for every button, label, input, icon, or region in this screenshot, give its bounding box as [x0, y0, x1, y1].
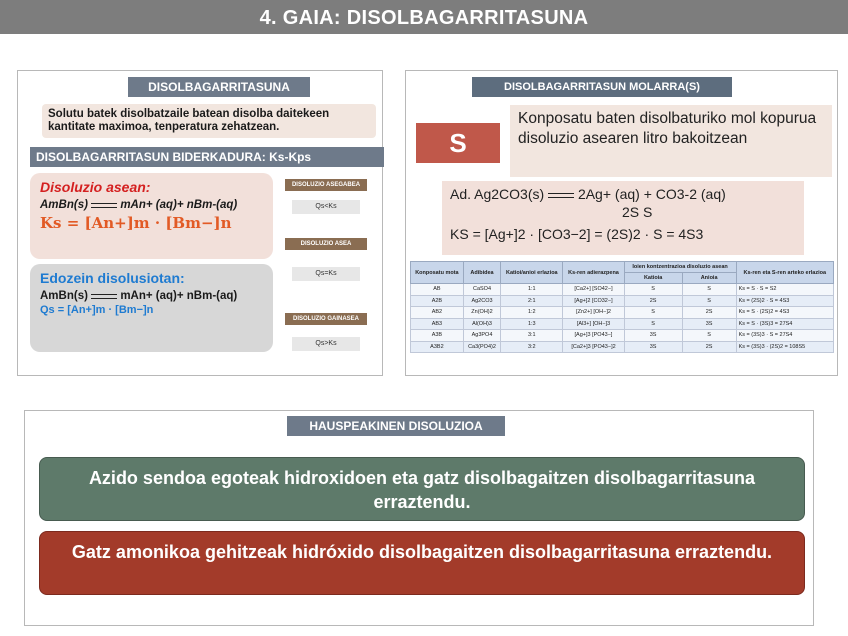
table-cell: AB3 — [411, 318, 464, 330]
table-cell: [Ag+]2 [CO32−] — [563, 295, 624, 307]
unsaturated-tag: DISOLUZIO ASEGABEA — [285, 179, 367, 191]
supersaturated-value: Qs>Ks — [292, 337, 360, 351]
table-cell: Ca3(PO4)2 — [463, 341, 500, 353]
table-cell: S — [682, 330, 736, 342]
table-cell: 2S — [624, 295, 682, 307]
solubility-panel — [17, 70, 383, 376]
table-cell: S — [682, 284, 736, 296]
table-cell: Ks = S · S = S2 — [736, 284, 833, 296]
table-cell: Ag3PO4 — [463, 330, 500, 342]
table-cell: 3:2 — [501, 341, 563, 353]
solubility-relations-table — [410, 261, 834, 353]
table-cell: 1:2 — [501, 307, 563, 319]
table-cell: 1:1 — [501, 284, 563, 296]
table-group-header: Ioien kontzentrazioa disoluzio asean — [624, 262, 736, 273]
table-cell: [Zn2+] [OH−]2 — [563, 307, 624, 319]
table-cell: Zn(OH)2 — [463, 307, 500, 319]
table-cell: S — [624, 318, 682, 330]
example-products: 2Ag+ (aq) + CO3-2 (aq) — [577, 186, 726, 202]
table-cell: CaSO4 — [463, 284, 500, 296]
table-row — [411, 341, 834, 353]
strong-acid-statement: Azido sendoa egoteak hidroxidoen eta gatz disolbagaitzen disolbagarritasuna erraztendu. — [39, 457, 805, 521]
solubility-definition: Solutu batek disolbatzaile batean disolba daitekeen kantitate maximoa, tenperatura zehatzean. — [42, 104, 376, 138]
equilibrium-arrow-icon — [548, 191, 574, 199]
unsaturated-value: Qs<Ks — [292, 200, 360, 214]
solubility-tag: DISOLBAGARRITASUNA — [128, 77, 310, 97]
table-cell: S — [624, 307, 682, 319]
any-solution-equation-box — [30, 264, 273, 352]
table-header: Konposatu mota — [411, 262, 464, 284]
precipitate-dissolution-tag: HAUSPEAKINEN DISOLUZIOA — [287, 416, 505, 436]
table-cell: AB — [411, 284, 464, 296]
solubility-product-subtitle: DISOLBAGARRITASUN BIDERKADURA: Ks-Kps — [30, 147, 384, 167]
saturated-equation-box — [30, 173, 273, 259]
example-reaction — [450, 185, 796, 203]
table-header: Ks-ren eta S-ren arteko erlazioa — [736, 262, 833, 284]
saturated-reaction-left: AmBn(s) — [40, 199, 88, 211]
example-ks-relation: KS = [Ag+]2 · [CO3−2] = (2S)2 · S = 4S3 — [450, 226, 704, 242]
precipitate-dissolution-panel — [24, 410, 814, 626]
table-cell: [Ca2+] [SO42−] — [563, 284, 624, 296]
ks-expression: Ks = [An+]m · [Bm−]n — [40, 214, 232, 232]
supersaturated-tag: DISOLUZIO GAINASEA — [285, 313, 367, 325]
any-solution-label: Edozein disolusiotan: — [40, 270, 185, 286]
example-box — [442, 181, 804, 255]
example-reactant: Ad. Ag2CO3(s) — [450, 186, 545, 202]
page-title: 4. GAIA: DISOLBAGARRITASUNA — [0, 0, 848, 34]
table-cell: Ks = (2S)2 · S = 4S3 — [736, 295, 833, 307]
any-reaction-right: mAn+ (aq)+ nBm-(aq) — [120, 290, 238, 302]
table-cell: Ks = (3S)3 · (2S)2 = 108S5 — [736, 341, 833, 353]
table-header: Adibidea — [463, 262, 500, 284]
table-cell: A2B — [411, 295, 464, 307]
equilibrium-arrow-icon — [91, 201, 117, 209]
saturated-value: Qs=Ks — [292, 267, 360, 281]
table-cell: 2S — [682, 341, 736, 353]
table-cell: S — [624, 284, 682, 296]
table-header: Anioia — [682, 273, 736, 284]
saturated-reaction — [40, 199, 263, 211]
molar-solubility-panel — [405, 70, 838, 376]
table-row — [411, 295, 834, 307]
saturated-label: Disoluzio asean: — [40, 179, 151, 195]
table-row — [411, 330, 834, 342]
table-cell: [Al3+] [OH−]3 — [563, 318, 624, 330]
ammonium-salt-statement: Gatz amonikoa gehitzeak hidróxido disolbagaitzen disolbagarritasuna erraztendu. — [39, 531, 805, 595]
equilibrium-arrow-icon — [91, 292, 117, 300]
table-cell: 1:3 — [501, 318, 563, 330]
molar-solubility-tag: DISOLBAGARRITASUN MOLARRA(S) — [472, 77, 732, 97]
table-cell: Al(OH)3 — [463, 318, 500, 330]
table-cell: A3B2 — [411, 341, 464, 353]
table-cell: Ks = S · (3S)3 = 27S4 — [736, 318, 833, 330]
table-header: Ks-ren adierazpena — [563, 262, 624, 284]
table-row — [411, 318, 834, 330]
table-cell: 3S — [624, 330, 682, 342]
table-cell: 3S — [682, 318, 736, 330]
table-cell: 2S — [682, 307, 736, 319]
table-cell: 3S — [624, 341, 682, 353]
table-cell: 3:1 — [501, 330, 563, 342]
any-solution-reaction — [40, 290, 263, 302]
table-cell: Ag2CO3 — [463, 295, 500, 307]
table-row — [411, 307, 834, 319]
table-row — [411, 284, 834, 296]
table-cell: [Ca2+]3 [PO43−]2 — [563, 341, 624, 353]
table-cell: Ks = (3S)3 · S = 27S4 — [736, 330, 833, 342]
table-cell: S — [682, 295, 736, 307]
table-header: Katioi/anioi erlazioa — [501, 262, 563, 284]
q-expression: Qs = [An+]m · [Bm−]n — [40, 304, 154, 316]
saturated-tag: DISOLUZIO ASEA — [285, 238, 367, 250]
table-header: Katioia — [624, 273, 682, 284]
table-cell: Ks = S · (2S)2 = 4S3 — [736, 307, 833, 319]
example-stoichiometry: 2S S — [622, 204, 653, 220]
molar-solubility-definition: Konposatu baten disolbaturiko mol kopurua disoluzio asearen litro bakoitzean — [510, 105, 832, 177]
s-symbol: S — [416, 123, 500, 163]
table-cell: [Ag+]3 [PO43−] — [563, 330, 624, 342]
table-cell: A3B — [411, 330, 464, 342]
table-cell: 2:1 — [501, 295, 563, 307]
table-cell: AB2 — [411, 307, 464, 319]
saturated-reaction-right: mAn+ (aq)+ nBm-(aq) — [120, 199, 238, 211]
any-reaction-left: AmBn(s) — [40, 290, 88, 302]
